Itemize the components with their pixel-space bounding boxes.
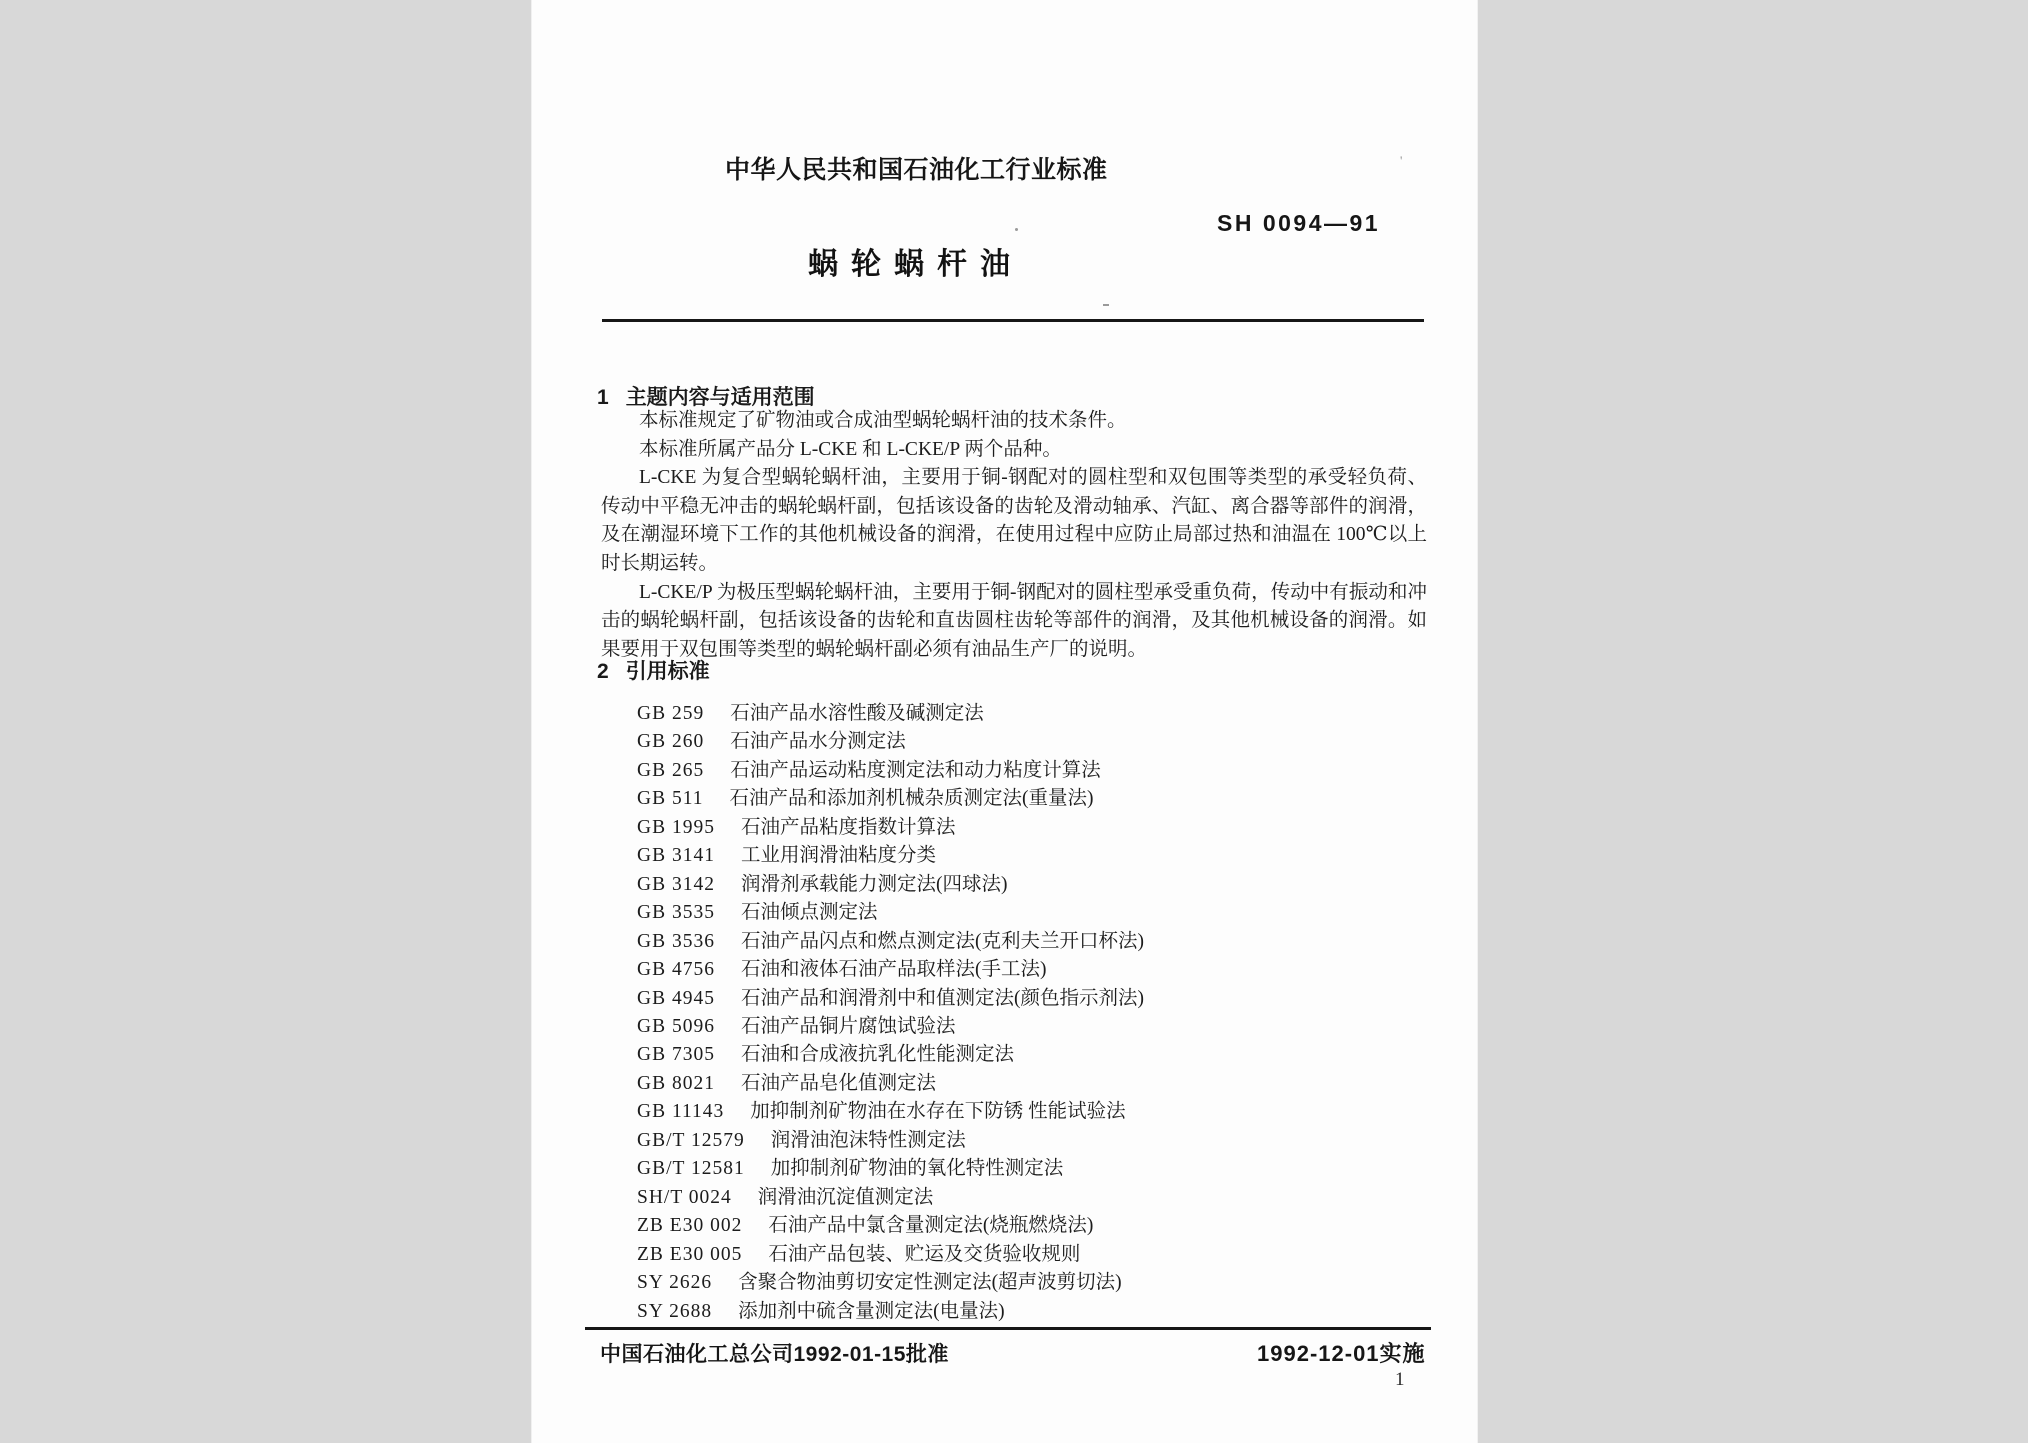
reference-title: 石油产品和润滑剂中和值测定法(颜色指示剂法): [740, 987, 1144, 1009]
reference-item: [637, 1013, 1437, 1041]
paragraph-lckep: L-CKE/P 为极压型蜗轮蜗杆油，主要用于铜-钢配对的圆柱型承受重负荷，传动中有振动和冲击的蜗轮蜗杆副，包括该设备的齿轮和直齿圆柱齿轮等部件的润滑，及其他机械设备的润滑。如果要用于双包围等类型的蜗轮蜗杆副必须有油品生产厂的说明。: [601, 581, 1427, 660]
reference-code: GB 3535: [637, 902, 715, 924]
reference-code: GB 11143: [637, 1101, 725, 1123]
reference-item: [637, 1241, 1437, 1269]
reference-title: 石油产品闪点和燃点测定法(克利夫兰开口杯法): [740, 930, 1144, 952]
reference-item: [637, 956, 1437, 984]
reference-item: [637, 814, 1437, 842]
reference-code: GB 3141: [637, 845, 715, 867]
reference-item: [637, 1127, 1437, 1155]
section-1-body: [601, 407, 1427, 664]
reference-code: GB 511: [637, 788, 704, 810]
reference-item: [637, 1184, 1437, 1212]
reference-title: 润滑油泡沫特性测定法: [770, 1129, 966, 1151]
implementation-date: 1992-12-01实施: [1257, 1341, 1426, 1366]
scan-speck: [1103, 304, 1109, 306]
reference-code: ZB E30 005: [637, 1243, 743, 1265]
reference-code: GB 260: [637, 731, 705, 753]
reference-code: GB 5096: [637, 1015, 715, 1037]
reference-title: 石油产品中氯含量测定法(烧瓶燃烧法): [768, 1215, 1094, 1237]
paragraph-scope: 本标准规定了矿物油或合成油型蜗轮蜗杆油的技术条件。: [639, 410, 1127, 431]
reference-code: GB 4756: [637, 959, 715, 981]
reference-code: GB 8021: [637, 1072, 715, 1094]
reference-title: 石油产品粘度指数计算法: [740, 816, 956, 838]
section-1-number: 1: [597, 386, 609, 409]
reference-title: 石油和液体石油产品取样法(手工法): [740, 959, 1047, 981]
reference-item: [637, 985, 1437, 1013]
scan-speck: ': [1400, 153, 1403, 168]
paragraph-products: 本标准所属产品分 L-CKE 和 L-CKE/P 两个品种。: [639, 438, 1062, 460]
standard-org-line: 中华人民共和国石油化工行业标准: [725, 156, 1108, 184]
reference-code: SY 2688: [637, 1300, 713, 1322]
reference-code: ZB E30 002: [637, 1215, 743, 1237]
reference-item: [637, 1269, 1437, 1297]
section-2-title: 引用标准: [625, 660, 710, 683]
footer-rule: [585, 1327, 1431, 1330]
reference-title: 润滑油沉淀值测定法: [757, 1186, 934, 1208]
reference-code: GB 1995: [637, 816, 715, 838]
reference-code: GB/T 12581: [637, 1158, 745, 1180]
document-title: 蜗轮蜗杆油: [808, 248, 1023, 281]
reference-item: [637, 757, 1437, 785]
reference-item: [637, 785, 1437, 813]
scan-speck: [1015, 228, 1018, 231]
reference-item: [637, 1155, 1437, 1183]
reference-code: GB 259: [637, 703, 705, 724]
section-1-title: 主题内容与适用范围: [625, 386, 815, 409]
reference-item: [637, 899, 1437, 927]
reference-title: 含聚合物油剪切安定性测定法(超声波剪切法): [738, 1272, 1122, 1294]
reference-title: 石油产品运动粘度测定法和动力粘度计算法: [730, 759, 1101, 781]
standard-number: SH 0094—91: [1217, 210, 1381, 236]
references-list: [637, 700, 1437, 1326]
page-number: 1: [1395, 1369, 1405, 1390]
reference-item: [637, 871, 1437, 899]
reference-code: GB 4945: [637, 987, 715, 1009]
reference-code: GB 3536: [637, 930, 715, 952]
section-2-heading: [597, 655, 710, 685]
reference-item: [637, 728, 1437, 756]
reference-title: 工业用润滑油粘度分类: [740, 845, 936, 867]
reference-code: GB 7305: [637, 1044, 715, 1066]
reference-title: 石油产品水分测定法: [730, 731, 906, 753]
reference-title: 石油产品铜片腐蚀试验法: [740, 1015, 956, 1037]
reference-item: [637, 1298, 1437, 1326]
reference-code: SY 2626: [637, 1272, 713, 1294]
header-rule: [602, 319, 1424, 322]
reference-item: [637, 1098, 1437, 1126]
reference-title: 加抑制剂矿物油在水存在下防锈 性能试验法: [750, 1101, 1126, 1123]
reference-title: 石油倾点测定法: [740, 902, 878, 924]
reference-title: 石油产品和添加剂机械杂质测定法(重量法): [729, 788, 1094, 810]
document-page: [531, 0, 1478, 1443]
reference-code: GB/T 12579: [637, 1129, 745, 1151]
reference-item: [637, 928, 1437, 956]
reference-title: 加抑制剂矿物油的氧化特性测定法: [770, 1158, 1064, 1180]
reference-item: [637, 1041, 1437, 1069]
reference-code: GB 3142: [637, 873, 715, 895]
reference-item: [637, 1070, 1437, 1098]
reference-item: [637, 842, 1437, 870]
section-2-number: 2: [597, 660, 609, 683]
reference-title: 石油产品皂化值测定法: [740, 1072, 936, 1094]
reference-title: 石油产品水溶性酸及碱测定法: [730, 703, 984, 724]
reference-item: [637, 700, 1437, 728]
approval-line: 中国石油化工总公司1992-01-15批准: [600, 1343, 949, 1366]
reference-item: [637, 1212, 1437, 1240]
reference-title: 润滑剂承载能力测定法(四球法): [740, 873, 1008, 895]
reference-code: SH/T 0024: [637, 1186, 732, 1208]
reference-title: 石油和合成液抗乳化性能测定法: [740, 1044, 1014, 1066]
reference-title: 添加剂中硫含量测定法(电量法): [738, 1300, 1005, 1322]
paragraph-lcke: L-CKE 为复合型蜗轮蜗杆油，主要用于铜-钢配对的圆柱型和双包围等类型的承受轻负荷、传动中平稳无冲击的蜗轮蜗杆副，包括该设备的齿轮及滑动轴承、汽缸、离合器等部件的润滑，及在潮湿环境下工作的其他机械设备的润滑，在使用过程中应防止局部过热和油温在 100℃以上时长期运转。: [601, 467, 1427, 574]
reference-title: 石油产品包装、贮运及交货验收规则: [768, 1243, 1081, 1265]
reference-code: GB 265: [637, 759, 705, 781]
